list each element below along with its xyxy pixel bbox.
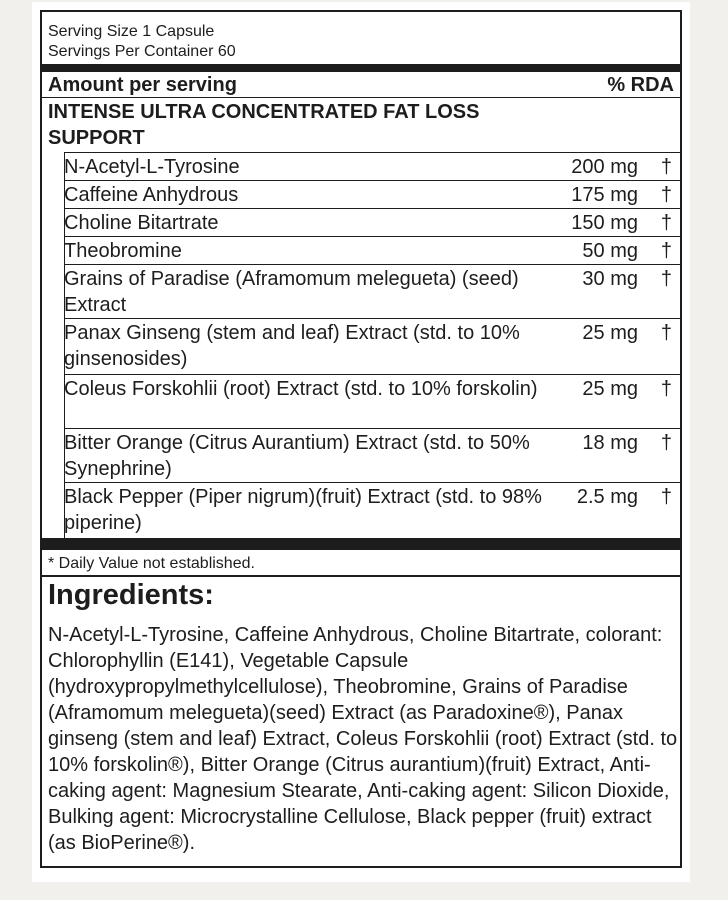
rda-dagger: † [660, 240, 672, 262]
ingredient-amount: 18 mg [582, 432, 638, 454]
ingredient-amount: 25 mg [582, 378, 638, 400]
rda-dagger: † [660, 322, 672, 344]
amount-per-serving-label: Amount per serving [48, 74, 237, 96]
section-title: INTENSE ULTRA CONCENTRATED FAT LOSS SUPPORT [48, 101, 480, 149]
amount-header [48, 73, 674, 97]
top-divider-bar [42, 64, 680, 72]
ingredient-amount: 150 mg [571, 212, 638, 234]
daily-value-footnote: * Daily Value not established. [48, 555, 255, 572]
rda-dagger: † [660, 156, 672, 178]
row-divider [64, 236, 680, 237]
bottom-divider-bar [42, 538, 680, 550]
ingredient-amount: 200 mg [571, 156, 638, 178]
serving-size: Serving Size 1 Capsule [48, 23, 215, 40]
supplement-facts-label [32, 2, 690, 882]
ingredient-name: Caffeine Anhydrous [64, 184, 239, 206]
rda-dagger: † [660, 486, 672, 508]
ingredient-name: Theobromine [64, 240, 182, 262]
ingredient-name: N-Acetyl-L-Tyrosine [64, 156, 240, 178]
rda-dagger: † [660, 432, 672, 454]
row-divider [64, 374, 680, 375]
row-divider [64, 152, 680, 153]
row-divider [64, 264, 680, 265]
rda-dagger: † [660, 184, 672, 206]
header-rule [42, 97, 680, 98]
ingredients-text: N-Acetyl-L-Tyrosine, Caffeine Anhydrous, Choline Bitartrate, colorant: Chlorophyllin (E141), Vegetable Capsule (hydroxypropylmethylcellulose), Theobromine, Grains of Paradise (Aframomum melegueta)(seed) Extract (as Paradoxine®), Panax ginseng (stem and leaf) Extract, Coleus Forskohlii (root) Extract (std. to 10% forskolin®), Bitter Orange (Citrus aurantium)(fruit) Extract, Anti-caking agent: Magnesium Stearate, Anti-caking agent: Silicon Dioxide, Bulking agent: Microcrystalline Cellulose, Black pepper (fruit) extract (as BioPerine®). [48, 624, 678, 854]
rda-dagger: † [660, 378, 672, 400]
ingredient-amount: 50 mg [582, 240, 638, 262]
row-divider [64, 318, 680, 319]
ingredient-name: Bitter Orange (Citrus Aurantium) Extract (std. to 50% Synephrine) [64, 432, 530, 480]
rda-header: % RDA [607, 74, 674, 96]
ingredient-name: Black Pepper (Piper nigrum)(fruit) Extract (std. to 98% piperine) [64, 486, 542, 534]
rda-dagger: † [660, 268, 672, 290]
ingredient-name: Coleus Forskohlii (root) Extract (std. to 10% forskolin) [64, 378, 538, 400]
ingredient-amount: 25 mg [582, 322, 638, 344]
ingredient-amount: 2.5 mg [576, 486, 638, 508]
ingredient-name: Grains of Paradise (Aframomum melegueta) (seed) Extract [64, 268, 519, 316]
rda-dagger: † [660, 212, 672, 234]
row-divider [64, 428, 680, 429]
ingredients-rule [42, 575, 680, 577]
row-divider [64, 208, 680, 209]
ingredient-name: Choline Bitartrate [64, 212, 219, 234]
ingredient-name: Panax Ginseng (stem and leaf) Extract (std. to 10% ginsenosides) [64, 322, 520, 370]
label-frame [40, 10, 682, 868]
ingredients-heading: Ingredients: [48, 579, 214, 611]
ingredient-amount: 30 mg [582, 268, 638, 290]
row-divider [64, 482, 680, 483]
ingredient-amount: 175 mg [571, 184, 638, 206]
row-divider [64, 180, 680, 181]
servings-per-container: Servings Per Container 60 [48, 43, 236, 60]
